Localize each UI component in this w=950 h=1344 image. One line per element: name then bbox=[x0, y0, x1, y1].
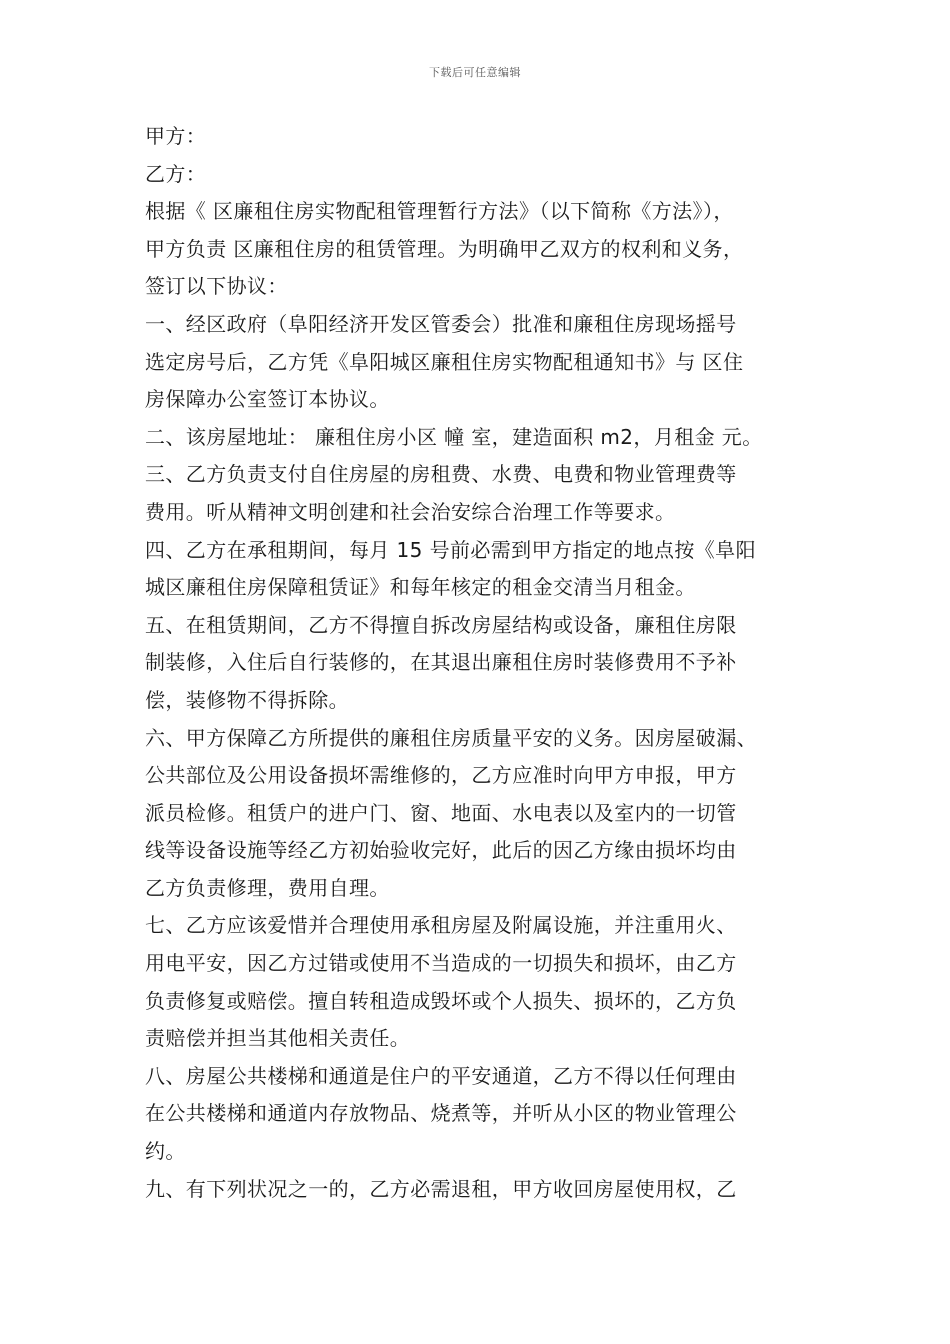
clause-7-line: 七、乙方应该爱惜并合理使用承租房屋及附属设施，并注重用火、 bbox=[145, 913, 737, 938]
clause-8-line: 在公共楼梯和通道内存放物品、烧煮等，并听从小区的物业管理公 bbox=[145, 1101, 737, 1126]
clause-8-line: 约。 bbox=[145, 1139, 186, 1164]
clause-6-line: 派员检修。租赁户的进户门、窗、地面、水电表以及室内的一切管 bbox=[145, 800, 737, 825]
clause-1-line: 选定房号后，乙方凭《阜阳城区廉租住房实物配租通知书》与 区住 bbox=[145, 349, 744, 374]
clause-5-line: 五、在租赁期间，乙方不得擅自拆改房屋结构或设备，廉租住房限 bbox=[145, 612, 737, 637]
clause-8-line: 八、房屋公共楼梯和通道是住户的平安通道，乙方不得以任何理由 bbox=[145, 1063, 737, 1088]
clause-7-line: 责赔偿并担当其他相关责任。 bbox=[145, 1026, 411, 1051]
preamble-line: 签订以下协议： bbox=[145, 274, 288, 299]
document-body bbox=[145, 118, 810, 1208]
clause-1-line: 一、经区政府（阜阳经济开发区管委会）批准和廉租住房现场摇号 bbox=[145, 311, 737, 336]
clause-9-line: 九、有下列状况之一的，乙方必需退租，甲方收回房屋使用权，乙 bbox=[145, 1176, 737, 1201]
clause-2-line: 二、该房屋地址： 廉租住房小区 幢 室，建造面积 m2，月租金 元。 bbox=[145, 424, 763, 449]
clause-1-line: 房保障办公室签订本协议。 bbox=[145, 387, 390, 412]
party-b-line: 乙方： bbox=[145, 161, 207, 186]
clause-5-line: 偿，装修物不得拆除。 bbox=[145, 687, 349, 712]
clause-3-line: 三、乙方负责支付自住房屋的房租费、水费、电费和物业管理费等 bbox=[145, 462, 737, 487]
clause-6-line: 乙方负责修理，费用自理。 bbox=[145, 875, 390, 900]
preamble-line: 甲方负责 区廉租住房的租赁管理。为明确甲乙双方的权利和义务， bbox=[145, 236, 744, 261]
clause-6-line: 公共部位及公用设备损坏需维修的，乙方应准时向甲方申报，甲方 bbox=[145, 763, 737, 788]
clause-3-line: 费用。听从精神文明创建和社会治安综合治理工作等要求。 bbox=[145, 499, 676, 524]
clause-7-line: 用电平安，因乙方过错或使用不当造成的一切损失和损坏，由乙方 bbox=[145, 951, 737, 976]
page-header-caption: 下载后可任意编辑 bbox=[429, 66, 521, 79]
clause-6-line: 六、甲方保障乙方所提供的廉租住房质量平安的义务。因房屋破漏、 bbox=[145, 725, 757, 750]
party-a-line: 甲方： bbox=[145, 124, 207, 148]
clause-4-line: 四、乙方在承租期间，每月 15 号前必需到甲方指定的地点按《阜阳 bbox=[145, 537, 756, 562]
clause-4-line: 城区廉租住房保障租赁证》和每年核定的租金交清当月租金。 bbox=[145, 575, 696, 600]
clause-6-line: 线等设备设施等经乙方初始验收完好，此后的因乙方缘由损坏均由 bbox=[145, 838, 737, 863]
clause-5-line: 制装修，入住后自行装修的，在其退出廉租住房时装修费用不予补 bbox=[145, 650, 737, 675]
clause-7-line: 负责修复或赔偿。擅自转租造成毁坏或个人损失、损坏的，乙方负 bbox=[145, 988, 737, 1013]
preamble-line: 根据《 区廉租住房实物配租管理暂行方法》（以下简称《方法》）， bbox=[145, 199, 734, 224]
